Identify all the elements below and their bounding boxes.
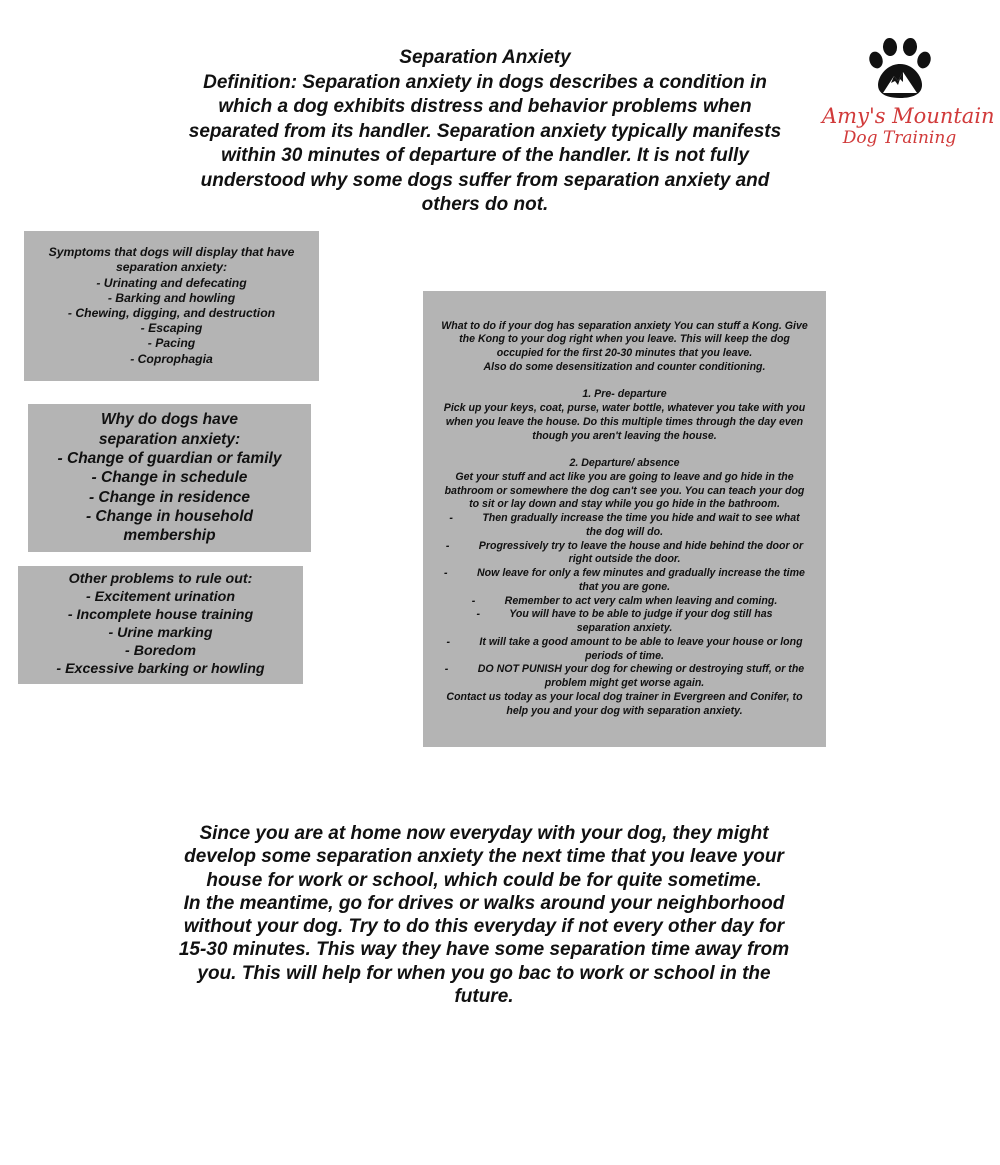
why-line: - Change in residence <box>88 488 251 506</box>
logo <box>822 38 995 168</box>
spacer <box>435 443 814 457</box>
definition-line: within 30 minutes of departure of the handler. It is not fully <box>221 145 749 166</box>
todo-line: bathroom or somewhere the dog can't see you. You can teach your dog <box>444 484 805 497</box>
symptoms-line: - Escaping <box>140 321 203 336</box>
todo-bullet: - Now leave for only a few minutes and gradually increase the time <box>444 567 805 580</box>
header <box>175 46 795 218</box>
todo-line: Get your stuff and act like you are going to leave and go hide in the <box>455 470 794 483</box>
footer-line: develop some separation anxiety the next time that you leave your <box>184 846 784 868</box>
todo-line: to sit or lay down and stay while you go hide in the bathroom. <box>469 498 780 511</box>
other-line: - Boredom <box>125 642 196 659</box>
definition-line: others do not. <box>421 194 549 215</box>
todo-line: Also do some desensitization and counter conditioning. <box>483 360 766 373</box>
todo-bullet: - You will have to be able to judge if your dog still has <box>476 608 773 621</box>
symptoms-line: Symptoms that dogs will display that have <box>48 245 295 260</box>
why-line: - Change in household <box>85 507 254 525</box>
logo-name: Amy's Mountain <box>822 104 995 128</box>
todo-line: help you and your dog with separation anxiety. <box>506 704 743 717</box>
todo-line: right outside the door. <box>568 553 681 566</box>
page-title: Separation Anxiety <box>399 47 571 68</box>
other-line: Other problems to rule out: <box>68 571 253 588</box>
todo-line: though you aren't leaving the house. <box>532 429 717 442</box>
paw-mountain-icon <box>865 38 935 100</box>
footer-line: without your dog. Try to do this everyday if not every other day for <box>183 916 785 938</box>
footer-line: 15-30 minutes. This way they have some separation time away from <box>178 939 790 961</box>
footer-line: Since you are at home now everyday with your dog, they might <box>199 823 769 844</box>
todo-line: when you leave the house. Do this multiple times through the day even <box>445 415 804 428</box>
spacer <box>435 375 814 389</box>
todo-bullet: - Progressively try to leave the house and hide behind the door or <box>445 539 804 552</box>
why-box <box>28 404 311 552</box>
other-line: - Urine marking <box>108 625 213 641</box>
symptoms-line: - Barking and howling <box>107 290 236 305</box>
other-line: - Incomplete house training <box>67 607 254 624</box>
todo-heading: 1. Pre- departure <box>582 388 667 401</box>
todo-bullet: - Then gradually increase the time you hide and wait to see what <box>449 512 800 525</box>
why-line: membership <box>123 527 216 545</box>
definition-line: separated from its handler. Separation anxiety typically manifests <box>188 120 782 142</box>
footer-line: future. <box>454 986 514 1008</box>
logo-tagline: Dog Training <box>842 128 957 148</box>
todo-line: problem might get worse again. <box>544 677 705 690</box>
other-problems-box <box>18 566 303 684</box>
why-line: Why do dogs have <box>101 411 238 429</box>
footer-line: In the meantime, go for drives or walks around your neighborhood <box>183 892 785 914</box>
todo-line: Contact us today as your local dog trainer in Evergreen and Conifer, to <box>446 690 803 703</box>
why-line: - Change in schedule <box>91 469 248 487</box>
symptoms-line: - Pacing <box>147 336 196 351</box>
todo-bullet: - DO NOT PUNISH your dog for chewing or destroying stuff, or the <box>444 663 805 676</box>
todo-heading: 2. Departure/ absence <box>569 457 680 470</box>
other-line: - Excitement urination <box>86 589 235 606</box>
symptoms-line: - Chewing, digging, and destruction <box>67 306 276 320</box>
why-line: separation anxiety: <box>98 430 241 448</box>
footer-advice <box>170 822 798 1008</box>
todo-line: periods of time. <box>585 649 664 662</box>
footer-line: house for work or school, which could be for quite sometime. <box>206 869 762 891</box>
todo-bullet: - It will take a good amount to be able to leave your house or long <box>446 635 803 648</box>
symptoms-line: - Urinating and defecating <box>96 275 247 290</box>
symptoms-line: - Coprophagia <box>130 351 213 366</box>
todo-bullet: - Remember to act very calm when leaving and coming. <box>471 594 778 607</box>
definition-line: which a dog exhibits distress and behavior problems when <box>218 96 752 117</box>
definition-line: understood why some dogs suffer from separation anxiety and <box>200 169 770 191</box>
todo-line: the Kong to your dog right when you leave. This will keep the dog <box>459 333 790 346</box>
todo-line: that you are gone. <box>578 580 671 593</box>
symptoms-box <box>24 231 319 381</box>
todo-line: the dog will do. <box>585 525 664 538</box>
todo-line: occupied for the first 20-30 minutes that you leave. <box>496 347 753 360</box>
todo-line: What to do if your dog has separation anxiety You can stuff a Kong. Give <box>441 319 808 332</box>
other-line: - Excessive barking or howling <box>56 660 265 677</box>
footer-line: you. This will help for when you go bac to work or school in the <box>197 962 771 984</box>
todo-line: separation anxiety. <box>576 622 673 635</box>
what-to-do-box <box>423 291 826 747</box>
symptoms-line: separation anxiety: <box>115 260 228 275</box>
todo-line: Pick up your keys, coat, purse, water bottle, whatever you take with you <box>443 402 806 415</box>
why-line: - Change of guardian or family <box>57 450 282 468</box>
definition-line: Definition: Separation anxiety in dogs describes a condition in <box>203 71 767 93</box>
